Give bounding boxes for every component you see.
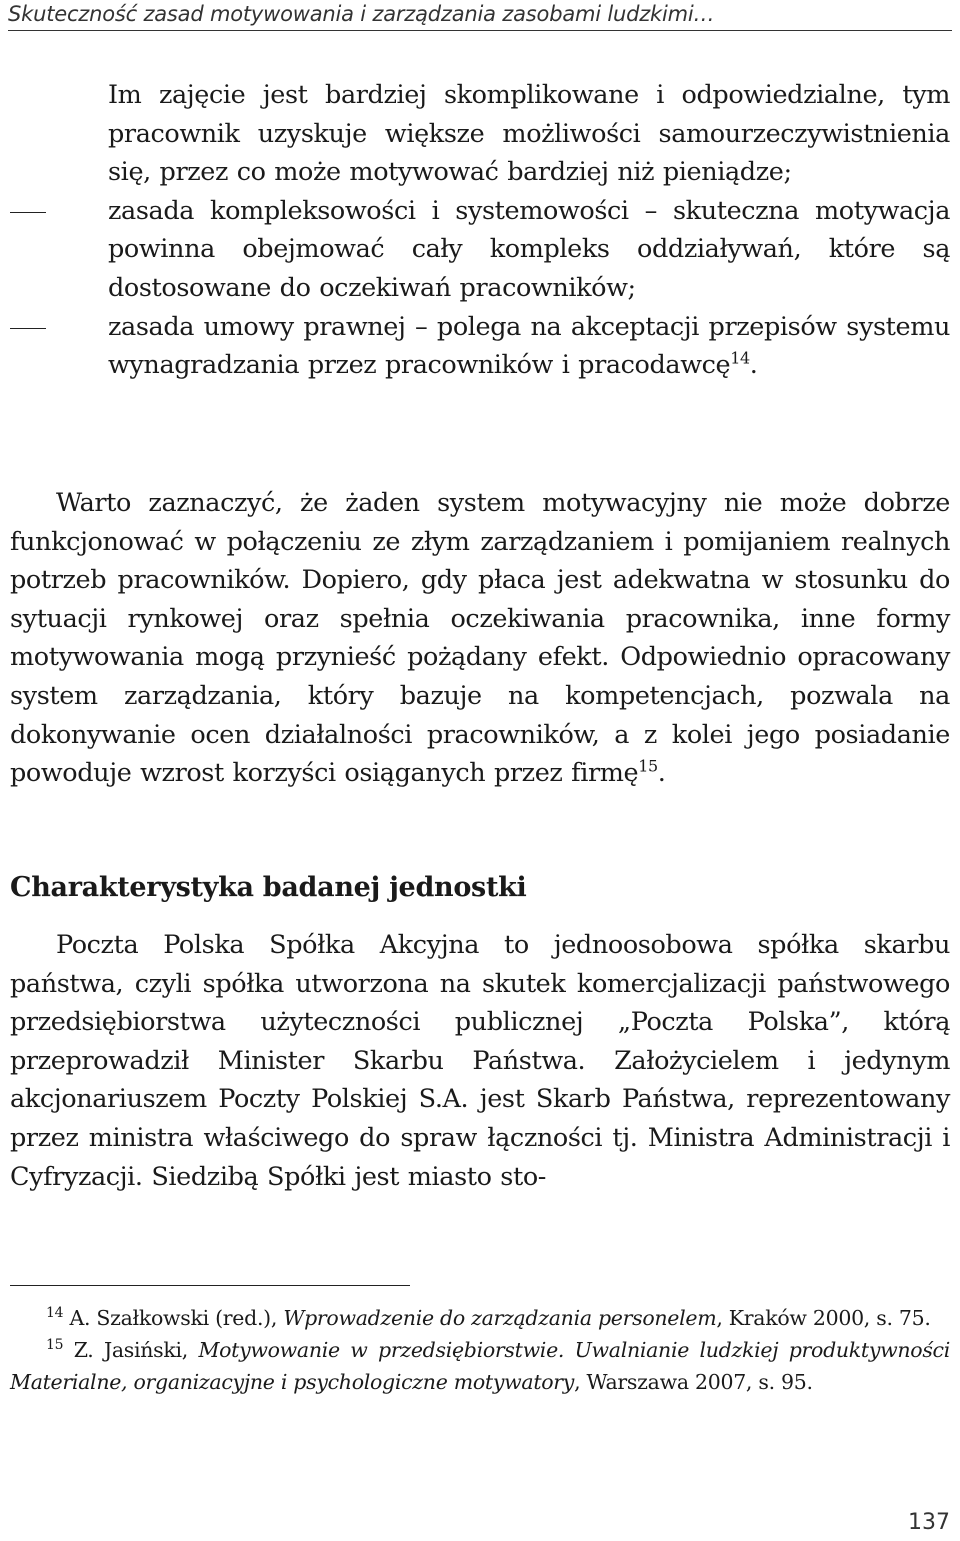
section-heading: Charakterystyka badanej jednostki [10, 872, 527, 903]
dash-marker [10, 212, 46, 213]
list-block [108, 76, 950, 385]
footnote [10, 1302, 950, 1334]
paragraph: Poczta Polska Spółka Akcyjna to jednoosobowa spółka skarbu państwa, czyli spółka utworzona na skutek komercjalizacji państwowego przedsiębiorstwa użyteczności publicznej „Poczta Polska”, którą przeprowadził Minister Skarbu Państwa. Założycielem i jedynym akcjonariuszem Poczty Polskiej S.A. jest Skarb Państwa, reprezentowany przez ministra właściwego do spraw łączności tj. Ministra Administracji i Cyfryzacji. Siedzibą Spółki jest miasto sto- [10, 930, 950, 1192]
page-number: 137 [908, 1510, 950, 1535]
footnote-publication: , Kraków 2000, s. 75. [716, 1306, 931, 1330]
footnote-title: Wprowadzenie do zarządzania personelem [283, 1306, 717, 1330]
footnote-number: 15 [46, 1337, 64, 1354]
paragraph: Warto zaznaczyć, że żaden system motywacyjny nie może dobrze funkcjonować w połączeniu ze złym zarządzaniem i pomijaniem realnych potrzeb pracowników. Dopiero, gdy płaca jest adekwatna w stosunku do sytuacji rynkowej oraz spełnia oczekiwania pracownika, inne formy motywowania mogą przynieść pożądany efekt. Odpowiednio opracowany system zarządzania, który bazuje na kompetencjach, pozwala na dokonywanie ocen działalności pracowników, a z kolei jego posiadanie powoduje wzrost korzyści osiąganych przez firmę$^{15}$. [10, 488, 950, 789]
footnote-title: Motywowanie w przedsiębiorstwie. Uwalnianie ludzkiej produktywności Materialne, organizacyjne i psychologiczne motywatory [10, 1338, 950, 1394]
list-item-text: zasada kompleksowości i systemowości – skuteczna motywacja powinna obejmować cały kompleks oddziaływań, które są dostosowane do oczekiwań pracowników; [108, 195, 950, 303]
footnote-separator [10, 1285, 410, 1286]
footnote-number: 14 [46, 1305, 64, 1322]
footnote-ref: 15 [638, 756, 658, 776]
list-item-continuation: Im zajęcie jest bardziej skomplikowane i odpowiedzialne, tym pracownik uzyskuje większe możliwości samourzeczywistnienia się, przez co może motywować bardziej niż pieniądze; [108, 80, 950, 188]
footnote-author: Z. Jasiński, [73, 1338, 199, 1362]
list-item-text: zasada umowy prawnej – polega na akceptacji przepisów systemu wynagradzania przez pracowników i pracodawcę [108, 311, 950, 381]
footnote-ref: 14 [730, 348, 750, 368]
footnote-publication: , Warszawa 2007, s. 95. [574, 1370, 813, 1394]
paragraph-text: Warto zaznaczyć, że żaden system motywacyjny nie może dobrze funkcjonować w połączeniu ze złym zarządzaniem i pomijaniem realnych potrzeb pracowników. Dopiero, gdy płaca jest adekwatna w stosunku do sytuacji rynkowej oraz spełnia oczekiwania pracownika, inne formy motywowania mogą przynieść pożądany efekt. Odpowiednio opracowany system zarządzania, który bazuje na kompetencjach, pozwala na dokonywanie ocen działalności pracowników, a z kolei jego posiadanie powoduje wzrost korzyści osiąganych przez firmę [10, 488, 950, 789]
footnote-author: A. Szałkowski (red.), [69, 1306, 284, 1330]
dash-marker [10, 328, 46, 329]
list-item [108, 192, 950, 308]
list-item: zasada umowy prawnej – polega na akceptacji przepisów systemu wynagradzania przez pracowników i pracodawcę$^{14}$. [108, 308, 950, 385]
footnote [10, 1334, 950, 1398]
running-header: Skuteczność zasad motywowania i zarządzania zasobami ludzkimi… [8, 0, 952, 31]
footnotes [10, 1302, 950, 1398]
